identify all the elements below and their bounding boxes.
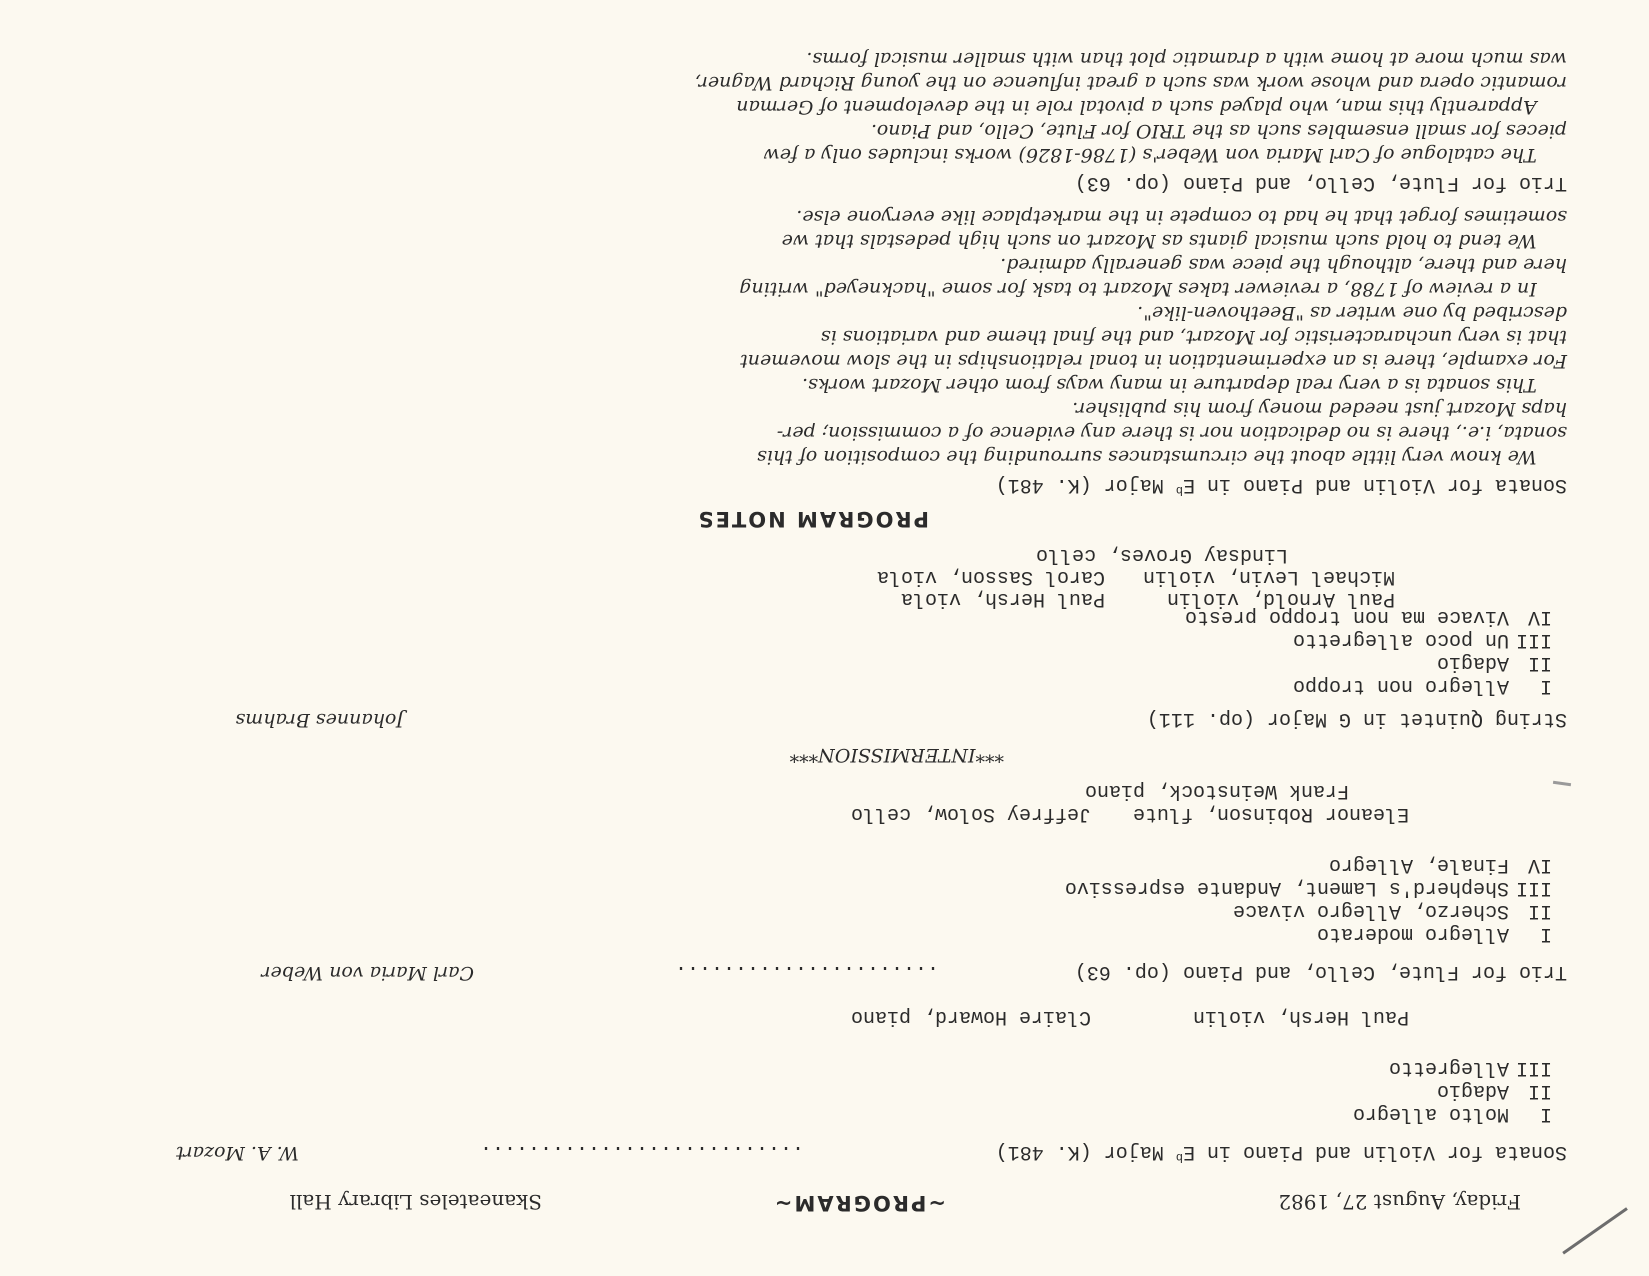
program-title: ~PROGRAM~ — [772, 1191, 946, 1215]
dot-leader: ...................... — [674, 960, 939, 983]
piece-title: String Quintet in G Major (op. 111) — [1146, 707, 1567, 730]
movement-name: Un poco allegretto — [1292, 628, 1509, 651]
paper-speck — [1553, 781, 1571, 786]
flat-sign: b — [1175, 483, 1183, 497]
notes-paragraph-line: We know very little about the circumstances surrounding the composition of this — [757, 446, 1567, 468]
notes-paragraph-line: haps Mozart just needed money from his publisher. — [1072, 398, 1567, 420]
performer: Jeffrey Solow, cello — [850, 802, 1091, 825]
dot-leader: ........................... — [479, 1140, 804, 1163]
movement-name: Vivace ma non troppo presto — [1184, 605, 1509, 628]
intermission: ***INTERMISSION*** — [789, 744, 1004, 766]
movement-name: Scherzo, Allegro vivace — [1232, 899, 1509, 922]
notes-piece-title — [995, 473, 1567, 497]
notes-paragraph-line: pieces for small ensembles such as the TRIO for Flute, Cello, and Piano. — [871, 120, 1567, 142]
concert-venue: Skaneateles Library Hall — [289, 1190, 542, 1214]
pen-mark — [1562, 1207, 1628, 1254]
composer-name: Johannes Brahms — [235, 709, 404, 731]
movement-number: II — [1527, 899, 1552, 922]
movement-number: II — [1527, 651, 1552, 674]
piece-title-text: Sonata for Violin and Piano in E — [1182, 1140, 1567, 1163]
piece-title-text: Major (K. 481) — [995, 1140, 1176, 1163]
notes-paragraph-line: described by one writer as "Beethoven-like". — [1137, 302, 1567, 324]
notes-paragraph-line: This sonata is a very real departure in many ways from other Mozart works. — [802, 374, 1567, 396]
notes-paragraph-line: was much more at home with a dramatic plot than with smaller musical forms. — [806, 48, 1567, 70]
performer: Eleanor Robinson, flute — [1132, 802, 1409, 825]
performer: Paul Hersh, viola — [900, 587, 1105, 610]
movement-name: Adagio — [1436, 651, 1509, 674]
performer: Paul Hersh, violin — [1192, 1005, 1409, 1028]
notes-paragraph-line: The catalogue of Carl Maria von Weber's (1786-1826) works includes only a few — [763, 144, 1567, 166]
movement-name: Finale, Allegro — [1328, 853, 1509, 876]
performer: Carol Sasson, viola — [876, 565, 1105, 588]
notes-heading: PROGRAM NOTES — [696, 507, 929, 531]
notes-paragraph-line: here and there, although the piece was generally admired. — [1000, 254, 1567, 276]
piece-title: Trio for Flute, Cello, and Piano (op. 63) — [1074, 960, 1567, 983]
movement-number: I — [1539, 1102, 1552, 1125]
notes-paragraph-line: In a review of 1788, a reviewer takes Mozart to task for some "hackneyed" writing — [739, 278, 1567, 300]
composer-name: W. A. Mozart — [175, 1142, 299, 1164]
movement-number: III — [1515, 1056, 1552, 1079]
notes-piece-title-text: Sonata for Violin and Piano in E — [1182, 473, 1567, 496]
notes-paragraph-line: sometimes forget that he had to compete in the marketplace like everyone else. — [796, 206, 1567, 228]
movement-number: III — [1515, 628, 1552, 651]
movement-name: Allegretto — [1388, 1056, 1509, 1079]
composer-name: Carl Maria von Weber — [261, 962, 474, 984]
notes-piece-title: Trio for Flute, Cello, and Piano (op. 63) — [1074, 171, 1567, 194]
movement-number: I — [1539, 922, 1552, 945]
notes-paragraph-line: that is very uncharacteristic for Mozart, and the final theme and variations is — [820, 326, 1567, 348]
movement-name: Adagio — [1436, 1079, 1509, 1102]
notes-paragraph-line: For example, there is an experimentation in tonal relationships in the slow movement — [740, 350, 1567, 372]
notes-paragraph-line: We tend to hold such musical giants as Mozart on such high pedestals that we — [781, 230, 1567, 252]
movement-number: IV — [1527, 605, 1552, 628]
notes-paragraph-line: romantic opera and whose work was such a great influence on the young Richard Wagner, — [694, 72, 1567, 94]
notes-paragraph-line: sonata, i.e., there is no dedication nor is there any evidence of a commission; per- — [776, 422, 1567, 444]
notes-paragraph-line: Apparently this man, who played such a pivotal role in the development of German — [736, 96, 1567, 118]
piece-title — [995, 1140, 1567, 1164]
concert-date: Friday, August 27, 1982 — [1278, 1190, 1521, 1214]
movement-name: Shepherd's Lament, Andante espressivo — [1064, 876, 1509, 899]
flat-sign: b — [1175, 1150, 1183, 1164]
movement-name: Allegro moderato — [1316, 922, 1509, 945]
performer: Lindsay Groves, cello — [1035, 543, 1288, 566]
movement-name: Allegro non troppo — [1292, 674, 1509, 697]
movement-number: I — [1539, 674, 1552, 697]
movement-number: II — [1527, 1079, 1552, 1102]
movement-number: III — [1515, 876, 1552, 899]
performer: Frank Weinstock, piano — [1084, 779, 1349, 802]
movement-number: IV — [1527, 853, 1552, 876]
movement-name: Molto allegro — [1352, 1102, 1509, 1125]
notes-piece-title-text: Major (K. 481) — [995, 473, 1176, 496]
performer: Michael Levin, violin — [1142, 565, 1395, 588]
performer: Paul Arnold, violin — [1166, 587, 1395, 610]
performer: Claire Howard, piano — [850, 1005, 1091, 1028]
